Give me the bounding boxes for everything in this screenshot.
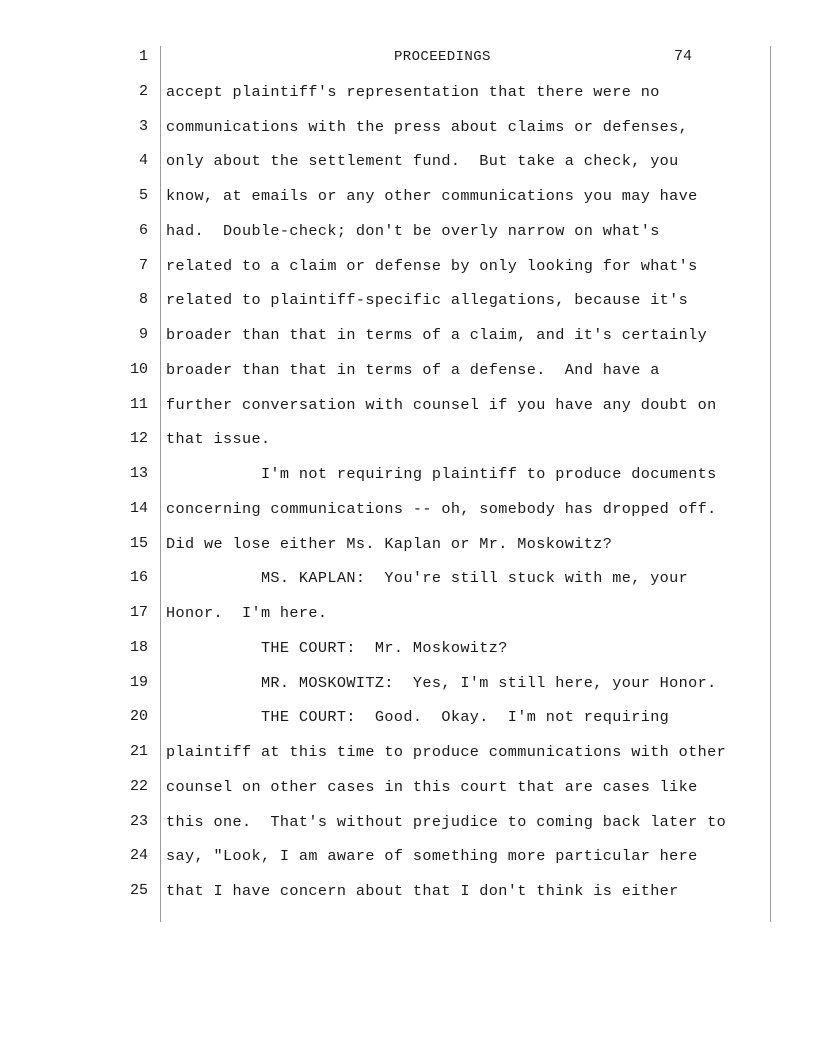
line-number: 13 [129, 465, 148, 482]
line-number: 3 [138, 118, 148, 135]
line-number: 12 [129, 430, 148, 447]
line-number: 11 [129, 396, 148, 413]
line-number: 9 [138, 326, 148, 343]
line-number: 16 [129, 569, 148, 586]
right-margin-rule [770, 46, 771, 922]
transcript-line: MS. KAPLAN: You're still stuck with me, your [166, 569, 689, 587]
transcript-line: concerning communications -- oh, somebody has dropped off. [166, 500, 717, 518]
line-number: 18 [129, 639, 148, 656]
line-number: 4 [138, 152, 148, 169]
transcript-line: further conversation with counsel if you have any doubt on [166, 396, 717, 414]
transcript-line: that I have concern about that I don't think is either [166, 882, 679, 900]
transcript-line: that issue. [166, 430, 271, 448]
page-number: 74 [674, 48, 693, 65]
line-number: 23 [129, 813, 148, 830]
transcript-line: MR. MOSKOWITZ: Yes, I'm still here, your Honor. [166, 674, 717, 692]
line-number: 8 [138, 291, 148, 308]
transcript-line: THE COURT: Mr. Moskowitz? [166, 639, 508, 657]
transcript-line: only about the settlement fund. But take a check, you [166, 152, 679, 170]
transcript-line: plaintiff at this time to produce communications with other [166, 743, 727, 761]
line-number: 17 [129, 604, 148, 621]
transcript-line: communications with the press about claims or defenses, [166, 118, 689, 136]
left-margin-rule [160, 46, 161, 922]
transcript-line: I'm not requiring plaintiff to produce documents [166, 465, 717, 483]
transcript-line: broader than that in terms of a claim, and it's certainly [166, 326, 708, 344]
transcript-line: counsel on other cases in this court that are cases like [166, 778, 698, 796]
transcript-line: broader than that in terms of a defense. And have a [166, 361, 660, 379]
transcript-line: accept plaintiff's representation that there were no [166, 83, 660, 101]
transcript-line: this one. That's without prejudice to coming back later to [166, 813, 727, 831]
line-number: 14 [129, 500, 148, 517]
line-number: 1 [138, 48, 148, 65]
line-number: 7 [138, 257, 148, 274]
transcript-line: related to a claim or defense by only looking for what's [166, 257, 698, 275]
line-number: 24 [129, 847, 148, 864]
line-number: 10 [129, 361, 148, 378]
transcript-line: Did we lose either Ms. Kaplan or Mr. Moskowitz? [166, 535, 613, 553]
transcript-line: related to plaintiff-specific allegations, because it's [166, 291, 689, 309]
line-number: 5 [138, 187, 148, 204]
line-number: 20 [129, 708, 148, 725]
transcript-line: THE COURT: Good. Okay. I'm not requiring [166, 708, 670, 726]
line-number: 15 [129, 535, 148, 552]
line-number: 19 [129, 674, 148, 691]
line-number: 2 [138, 83, 148, 100]
page-header-title: PROCEEDINGS [394, 49, 491, 65]
transcript-line: had. Double-check; don't be overly narrow on what's [166, 222, 660, 240]
transcript-line: say, "Look, I am aware of something more particular here [166, 847, 698, 865]
transcript-line: know, at emails or any other communications you may have [166, 187, 698, 205]
line-number: 25 [129, 882, 148, 899]
line-number: 21 [129, 743, 148, 760]
line-number: 6 [138, 222, 148, 239]
line-number: 22 [129, 778, 148, 795]
transcript-line: Honor. I'm here. [166, 604, 328, 622]
